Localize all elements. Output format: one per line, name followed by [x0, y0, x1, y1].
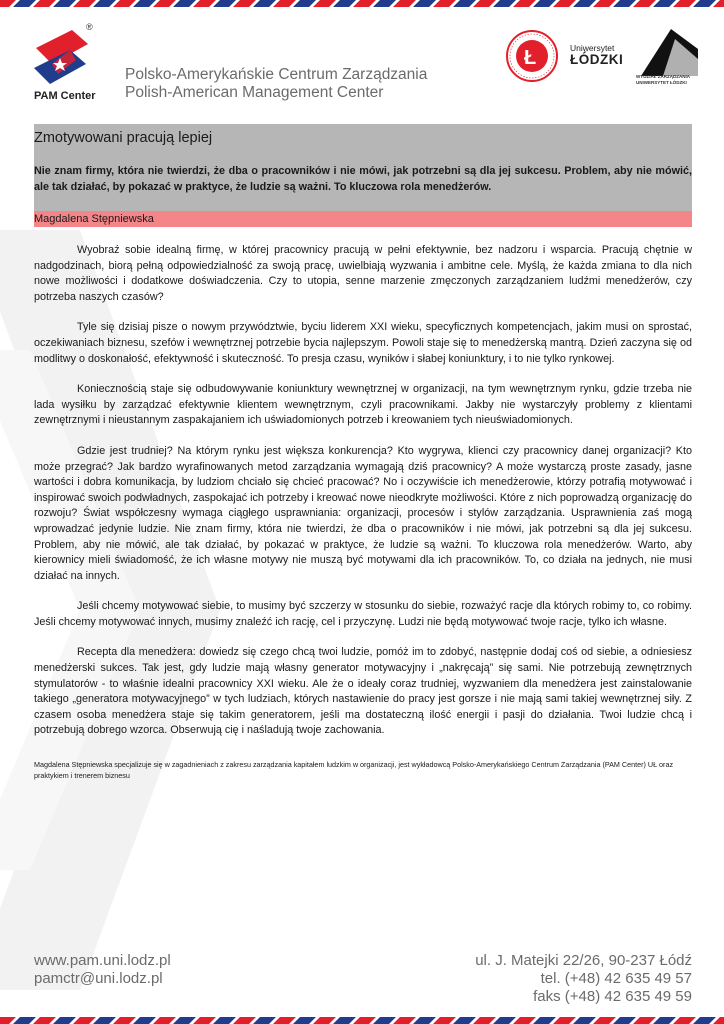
title-box — [34, 124, 692, 211]
center-name-english: Polish-American Management Center — [125, 84, 384, 101]
article-body — [34, 243, 692, 739]
article-paragraph: Wyobraź sobie idealną firmę, w której pracownicy pracują w pełni efektywnie, bez nadzoru i wsparcia. Pracują chętnie w nadgodzinach, biorą pełną odpowiedzialność za swoją pracę, uwielbiają wyzwania i ambitne cele. Myślą, że każda zmiana to dla nich nowe możliwości i dodatkowe doświadczenia. Czy to utopia, senne marzenie zmęczonych zarządzaniem ludźmi menedżerów, czy potrzeba naszych czasów? — [34, 244, 692, 303]
letterhead — [30, 18, 704, 103]
author-bar: Magdalena Stępniewska — [34, 211, 692, 227]
university-label-small: Uniwersytet — [570, 43, 615, 53]
article-paragraph: Tyle się dzisiaj pisze o nowym przywództwie, byciu liderem XXI wieku, specyficznych kompetencjach, jakim musi on sprostać, oczekiwaniach biznesu, szefów i wewnętrznej potrzebie bycia najlepszym. Powoli staje się to menedżerską mantrą. Dzień zaczyna się od modlitwy o doskonałość, efektywność i skuteczność. To presja czasu, wyników i słabej koniunktury, i to nie tylko rynkowej. — [34, 321, 692, 365]
footer-contact-web — [34, 952, 171, 988]
pam-center-label: PAM Center — [34, 90, 96, 102]
pam-star-icon — [30, 24, 100, 88]
phone-line: tel. (+48) 42 635 49 57 — [540, 970, 692, 987]
center-name-block — [125, 66, 427, 102]
university-name — [570, 42, 623, 66]
registered-mark: ® — [86, 22, 93, 32]
svg-text:Ł: Ł — [524, 47, 537, 69]
article-paragraph: Recepta dla menedżera: dowiedz się czego chcą twoi ludzie, pomóż im to zdobyć, następnie dodaj coś od siebie, a odniesiesz menedżerski sukces. Tak jest, gdy ludzie mają własny generator motywacyjny i „nakręcają” się sami. Nie potrzebują zewnętrznych stymulatorów - to właśnie idealni pracownicy XXI wieku. Ale że o ideały coraz trudniej, wyzwaniem dla menedżera jest zainstalowanie takiego „generatora motywacyjnego” w tych ludziach, których nastawienie do pracy jest gorsze i nie mają sami takiej wewnętrznej siły. Z czasem osoba menedżera staje się takim generatorem, jeśli ma dostateczną ilość energii i pasji do działania. Twoi ludzie chcą i potrzebują dobrego wzorca. Obserwują cię i naśladują twoje zachowania. — [34, 646, 692, 737]
article — [34, 124, 692, 781]
website-link[interactable]: www.pam.uni.lodz.pl — [34, 952, 171, 969]
pam-center-logo — [30, 24, 110, 106]
article-lead: Nie znam firmy, która nie twierdzi, że dba o pracowników i nie mówi, jak potrzebni są dla jej sukcesu. Problem, aby nie mówić, ale tak działać, by pokazać w praktyce, że ludzie są ważni. To kluczowa rola menedżerów. — [34, 165, 692, 193]
faculty-logo-icon — [641, 29, 698, 76]
center-name-polish: Polsko-Amerykańskie Centrum Zarządzania — [125, 66, 428, 83]
footer-contact-address — [475, 952, 692, 1006]
article-paragraph: Koniecznością staje się odbudowywanie koniunktury wewnętrznej w organizacji, na tym wewnętrznym rynku, gdzie trzeba nie lada wysiłku by zarządzać efektywnie klientem wewnętrznym, czyli pracownikami. Jakby nie wystarczyły problemy z klientami zewnętrznymi i nieustannym zaspakajaniem ich uświadomionych potrzeb i kreowaniem tych nieuświadomionych. — [34, 383, 692, 427]
fax-line: faks (+48) 42 635 49 59 — [533, 988, 692, 1005]
author-note: Magdalena Stępniewska specjalizuje się w zagadnieniach z zakresu zarządzania kapitałem ludzkim w organizacji, jest wykładowcą Polsko-Amerykańskiego Centrum Zarządzania (PAM Center) UŁ oraz praktykiem i trenerem biznesu — [34, 760, 674, 781]
article-title: Zmotywowani pracują lepiej — [34, 130, 213, 146]
article-paragraph: Gdzie jest trudniej? Na którym rynku jest większa konkurencja? Kto wygrywa, klienci czy pracownicy danej organizacji? Kto może przegrać? Jak bardzo wyrafinowanych metod zarządzania wymagają dziś pracownicy? A może wystarczą proste zasady, jasne wartości i dobra komunikacja, by ludziom chciało się chcieć pracować? No i oczywiście ich menedżerowie, którzy potrafią motywować i inspirować swoich podwładnych, zaspokajać ich potrzeby i kreować nowe nieodkryte możliwości. Które z nich poprowadzą organizację do rozwoju? Świat współczesny wymaga ciągłego usprawniania: organizacji, procesów i stylów zarządzania. Usprawnienia zaś mogą wprowadzać jedynie ludzie. Nie znam firmy, która nie twierdzi, że dba o pracowników i nie mówi, jak potrzebni są dla jej sukcesu. Problem, aby nie mówić, ale tak działać, by pokazać w praktyce, że ludzie są ważni. To kluczowa rola menedżerów. Warto, aby kierownicy mieli świadomość, że ich własne motywy nie muszą być motywami dla ich pracowników. To, co działa na jednych, nie musi działać na innych. — [34, 444, 692, 582]
article-paragraph: Jeśli chcemy motywować siebie, to musimy być szczerzy w stosunku do siebie, rozważyć racje dla których robimy to, co robimy. Jeśli chcemy motywować innych, musimy znaleźć ich rację, cel i przyczynę. Ludzi nie będą motywować twoje racje, tylko ich własne. — [34, 600, 692, 628]
airmail-border-bottom — [0, 1017, 724, 1024]
address-line: ul. J. Matejki 22/26, 90-237 Łódź — [475, 952, 692, 969]
university-label-big: ŁÓDZKI — [570, 52, 624, 67]
airmail-border-top — [0, 0, 724, 7]
email-link[interactable]: pamctr@uni.lodz.pl — [34, 970, 163, 987]
faculty-caption: WYDZIAŁ ZARZĄDZANIA UNIWERSYTET ŁÓDZKI — [636, 74, 690, 85]
